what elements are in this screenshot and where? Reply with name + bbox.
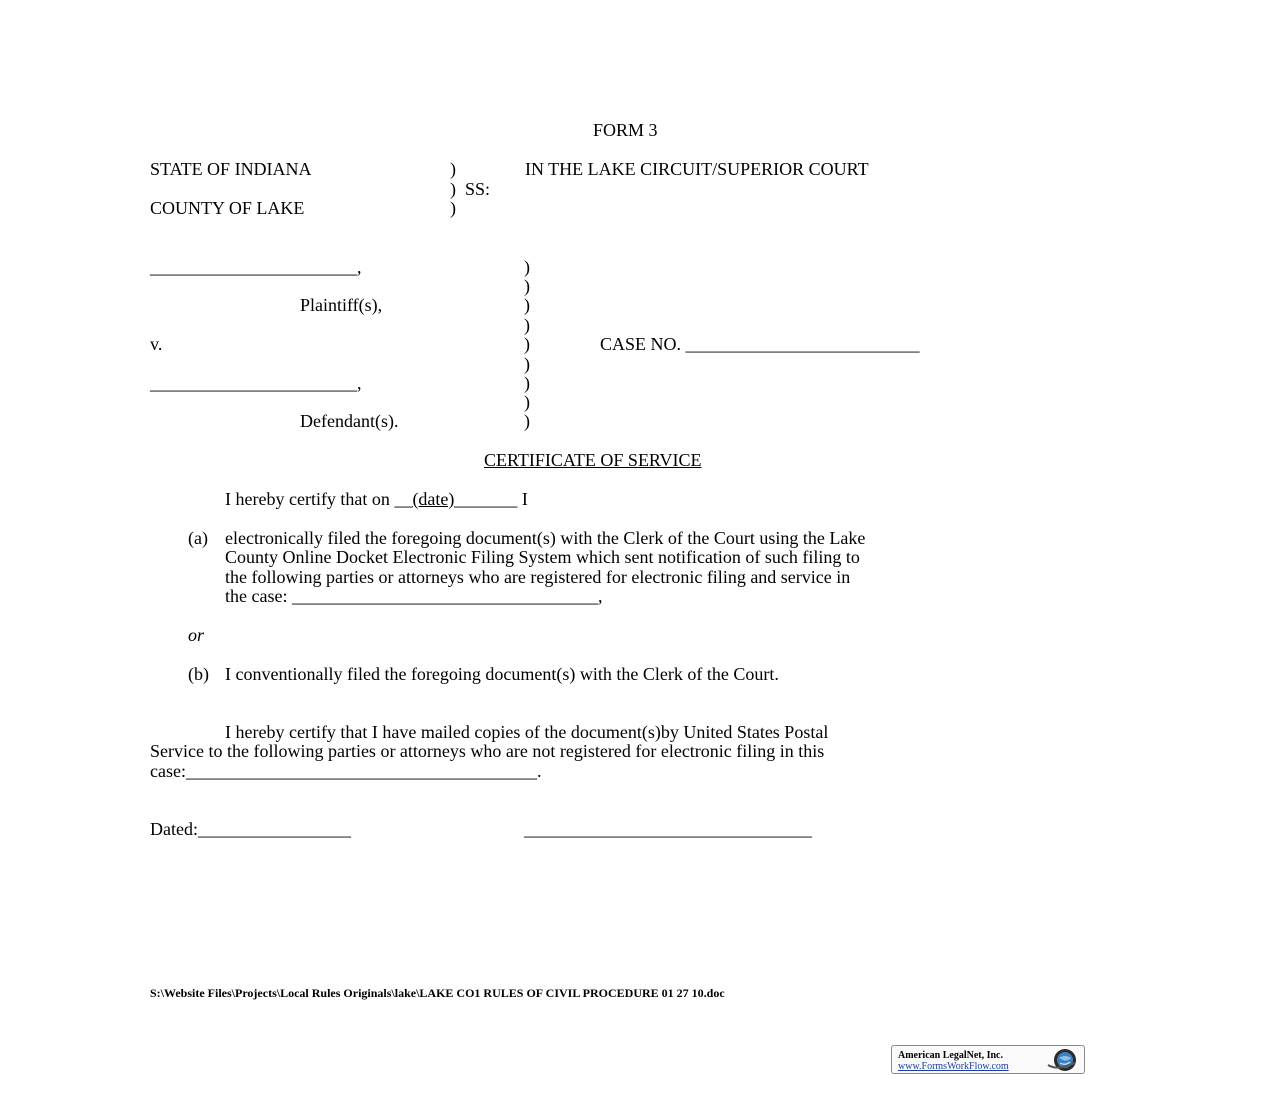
forms-workflow-badge[interactable] (891, 1045, 1085, 1074)
certify-intro: I hereby certify that on __(date)_______ I (225, 489, 528, 509)
defendant-label: Defendant(s). (300, 411, 399, 431)
defendant-name-line: _______________________, (150, 373, 362, 393)
form-title: FORM 3 (593, 120, 658, 140)
party-bracket: ) (524, 315, 530, 335)
item-a-line: County Online Docket Electronic Filing System which sent notification of such filing to (225, 547, 860, 567)
certificate-heading: CERTIFICATE OF SERVICE (484, 450, 702, 470)
plaintiff-name-line: _______________________, (150, 257, 362, 277)
badge-url-link[interactable]: www.FormsWorkFlow.com (898, 1061, 1009, 1072)
court-name: IN THE LAKE CIRCUIT/SUPERIOR COURT (525, 159, 869, 179)
item-a-line: the following parties or attorneys who are registered for electronic filing and service in (225, 567, 851, 587)
caption-paren: ) (450, 159, 456, 179)
state-label: STATE OF INDIANA (150, 159, 312, 179)
county-label: COUNTY OF LAKE (150, 198, 305, 218)
versus-label: v. (150, 334, 163, 354)
file-path-footer: S:\Website Files\Projects\Local Rules Originals\lake\LAKE CO1 RULES OF CIVIL PROCEDURE 01 27 10.doc (150, 986, 725, 1000)
mail-line: case:_______________________________________. (150, 761, 542, 781)
case-number (600, 334, 920, 354)
case-no-label: CASE NO. (600, 334, 682, 354)
signature-line: ________________________________ (524, 819, 812, 839)
party-bracket: ) (524, 392, 530, 412)
item-b-label: (b) (188, 664, 209, 684)
item-a-label: (a) (188, 528, 208, 548)
mail-line: Service to the following parties or attorneys who are not registered for electronic filing in this (150, 741, 825, 761)
party-bracket: ) (524, 295, 530, 315)
dated-label: Dated: (150, 819, 198, 839)
plaintiff-label: Plaintiff(s), (300, 295, 383, 315)
party-bracket: ) (524, 257, 530, 277)
party-bracket: ) (524, 373, 530, 393)
item-a-line: the case: __________________________________, (225, 586, 603, 606)
mail-line: I hereby certify that I have mailed copies of the document(s)by United States Postal (225, 722, 829, 742)
ss-marker: ) SS: (450, 179, 491, 199)
dated-field (150, 819, 351, 839)
party-bracket: ) (524, 354, 530, 374)
badge-company-name: American LegalNet, Inc. (898, 1050, 1003, 1061)
party-bracket: ) (524, 334, 530, 354)
item-a-line: electronically filed the foregoing document(s) with the Clerk of the Court using the Lake (225, 528, 866, 548)
item-b-text: I conventionally filed the foregoing document(s) with the Clerk of the Court. (225, 664, 779, 684)
globe-logo-icon (1045, 1047, 1081, 1073)
party-bracket: ) (524, 411, 530, 431)
caption-paren: ) (450, 198, 456, 218)
dated-line: _________________ (197, 819, 351, 839)
date-placeholder: (date) (412, 489, 455, 509)
or-separator: or (188, 625, 205, 645)
case-no-line: __________________________ (685, 334, 920, 354)
party-bracket: ) (524, 276, 530, 296)
